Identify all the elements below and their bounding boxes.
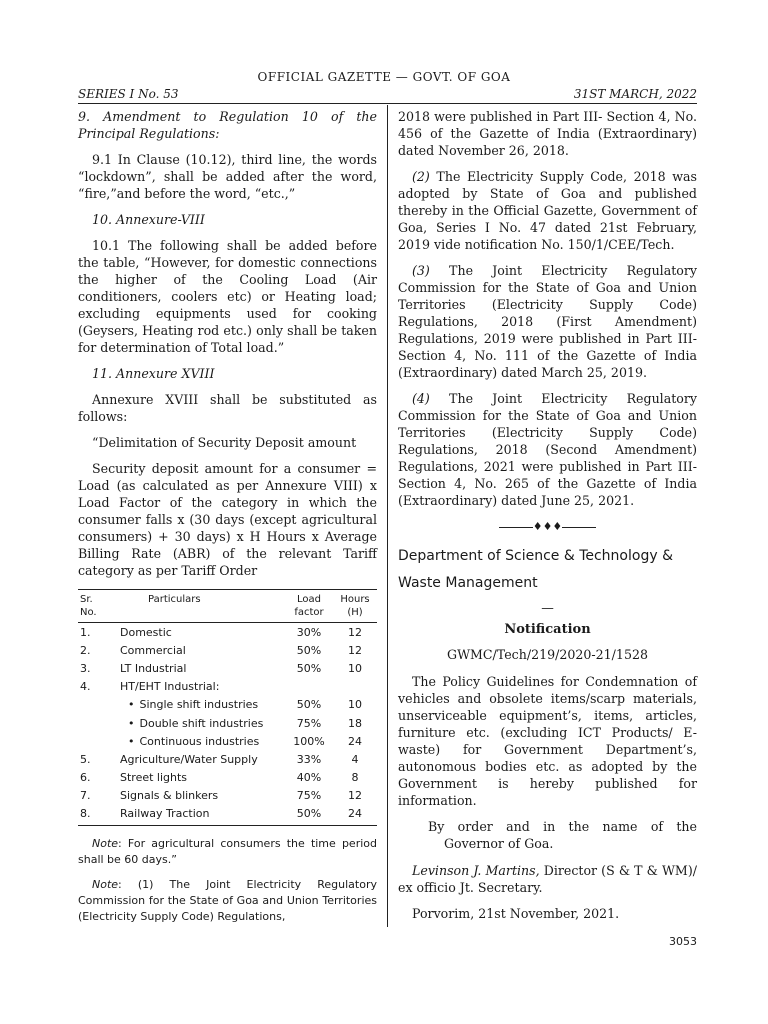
left-column [78, 108, 377, 925]
signatory: Levinson J. Martins, Director (S & T & WM)/ ex officio Jt. Secretary. [398, 863, 697, 895]
cell-hours: 24 [348, 807, 362, 821]
cell-particulars: Domestic [120, 625, 172, 639]
notification-reference: GWMC/Tech/219/2020-21/1528 [447, 647, 648, 662]
table-row [78, 678, 377, 696]
issue-date: 31ST MARCH, 2022 [573, 87, 697, 101]
table-row [78, 659, 377, 677]
series-number: SERIES I No. 53 [78, 87, 179, 101]
cell-sr [78, 696, 118, 714]
cell-load-factor: 75% [296, 789, 322, 803]
cell-load-factor: 30% [296, 625, 322, 639]
department-name-line-1: Department of Science & Technology & [398, 548, 673, 564]
table-row [78, 805, 377, 826]
cell-sr: 7. [80, 789, 91, 803]
paragraph-4: (4) The Joint Electricity Regulatory Commission for the State of Goa and Union Territories (Electricity Supply Code) Regulations, 2018 (Second Amendment) Regulations, 2021 were published in Part III- Section 4, No. 265 of the Gazette of India (Extraordinary) dated June 25, 2021. [398, 391, 697, 508]
table-row [78, 769, 377, 787]
table-row [78, 732, 377, 750]
table-header-row [78, 590, 377, 623]
cell-particulars: • Single shift industries [118, 696, 285, 714]
gazette-title: OFFICIAL GAZETTE — GOVT. OF GOA [257, 70, 511, 84]
header-rule [78, 103, 697, 104]
load-factor-table [78, 589, 377, 826]
cell-load-factor: 100% [293, 734, 325, 748]
notification-title: Notification [504, 622, 591, 637]
cell-particulars: • Double shift industries [118, 714, 285, 732]
cell-particulars: Commercial [120, 643, 186, 657]
dash-divider: — [541, 600, 554, 615]
section-11-intro: Annexure XVIII shall be substituted as follows: [78, 392, 377, 424]
bullet-icon [128, 717, 140, 730]
regulation-continuation: 2018 were published in Part III- Section 4, No. 456 of the Gazette of India (Extraordinary) dated November 26, 2018. [398, 109, 697, 158]
bullet-icon [128, 735, 140, 748]
notification-body: The Policy Guidelines for Condemnation of vehicles and obsolete items/scarp materials, unserviceable equipment’s, items, articles, furniture etc. (excluding ICT Products/ E-waste) for Government Department’s, autonomous bodies etc. as adopted by the Government is hereby published for information. [398, 674, 697, 808]
cell-hours [333, 678, 377, 696]
page-number: 3053 [669, 935, 697, 948]
section-10-heading: 10. Annexure-VIII [92, 212, 205, 227]
cell-particulars: Signals & blinkers [120, 789, 219, 803]
cell-particulars: HT/EHT Industrial: [120, 680, 220, 694]
table-row [78, 714, 377, 732]
section-9-heading: 9. Amendment to Regulation 10 of the Principal Regulations: [78, 109, 377, 141]
cell-sr: 1. [80, 625, 91, 639]
cell-sr: 4. [80, 680, 91, 694]
right-column [398, 108, 697, 931]
cell-load-factor [285, 678, 333, 696]
table-row [78, 623, 377, 642]
governor-line: Governor of Goa. [444, 836, 554, 851]
bullet-icon [128, 698, 140, 711]
cell-hours: 8 [351, 771, 359, 785]
cell-hours: 18 [348, 716, 362, 730]
cell-particulars: • Continuous industries [118, 732, 285, 750]
cell-hours: 4 [351, 752, 359, 766]
table-row [78, 787, 377, 805]
cell-load-factor: 33% [296, 752, 322, 766]
header-load-factor: Load factor [294, 594, 324, 618]
diamond-ornament-icon: ♦♦♦ [532, 520, 563, 533]
paragraph-2: (2) The Electricity Supply Code, 2018 was adopted by State of Goa and published thereby in the Official Gazette, Government of Goa, Series I No. 47 dated 21st February, 2019 vide notification No. 150/1/CEE/Tech. [398, 169, 697, 252]
cell-hours: 12 [348, 643, 362, 657]
cell-sr [78, 732, 118, 750]
section-9-body: 9.1 In Clause (10.12), third line, the words “lockdown”, shall be added after the word, “fire,”and before the word, “etc.,” [78, 152, 377, 201]
table-row [78, 750, 377, 768]
cell-load-factor: 50% [296, 643, 322, 657]
cell-particulars: Street lights [120, 771, 188, 785]
section-11-heading: 11. Annexure XVIII [92, 366, 215, 381]
section-10-body: 10.1 The following shall be added before the table, “However, for domestic connections the higher of the Cooling Load (Air conditioners, coolers etc) or Heating load; excluding equipments used for cooking (Geysers, Heating rod etc.) only shall be taken for determination of Total load.” [78, 238, 377, 355]
section-11-quote: “Delimitation of Security Deposit amount [92, 435, 357, 450]
cell-load-factor: 50% [296, 807, 322, 821]
header-sr-no: Sr. No. [80, 594, 97, 618]
cell-hours: 24 [348, 734, 362, 748]
paragraph-3: (3) The Joint Electricity Regulatory Commission for the State of Goa and Union Territories (Electricity Supply Code) Regulations, 2018 (First Amendment) Regulations, 2019 were published in Part III- Section 4, No. 111 of the Gazette of India (Extraordinary) dated March 25, 2019. [398, 263, 697, 380]
place-and-date: Porvorim, 21st November, 2021. [412, 906, 620, 921]
cell-particulars: Agriculture/Water Supply [120, 752, 258, 766]
cell-particulars: Railway Traction [120, 807, 210, 821]
cell-sr: 2. [80, 643, 91, 657]
cell-sr [78, 714, 118, 732]
table-row [78, 641, 377, 659]
header-hours: Hours (H) [340, 594, 370, 618]
department-name-line-2: Waste Management [398, 575, 538, 591]
cell-sr: 8. [80, 807, 91, 821]
cell-hours: 12 [348, 625, 362, 639]
note-regulations: Note: (1) The Joint Electricity Regulatory Commission for the State of Goa and Union Territories (Electricity Supply Code) Regulations, [78, 878, 377, 924]
cell-hours: 10 [348, 661, 362, 675]
cell-sr: 6. [80, 771, 91, 785]
cell-load-factor: 50% [296, 698, 322, 712]
cell-load-factor: 40% [296, 771, 322, 785]
column-divider [387, 105, 388, 927]
section-separator [398, 518, 697, 535]
note-agricultural: Note: For agricultural consumers the time period shall be 60 days.” [78, 837, 377, 867]
header-particulars: Particulars [148, 594, 201, 605]
by-order-line: By order and in the name of the [428, 819, 697, 834]
cell-hours: 12 [348, 789, 362, 803]
cell-load-factor: 50% [296, 661, 322, 675]
by-order-block [428, 818, 697, 852]
cell-sr: 3. [80, 661, 91, 675]
cell-particulars: LT Industrial [120, 661, 187, 675]
security-deposit-formula: Security deposit amount for a consumer = Load (as calculated as per Annexure VIII) x Load Factor of the category in which the consumer falls x (30 days (except agricultural consumers) + 30 days) x H Hours x Average Billing Rate (ABR) of the relevant Tariff category as per Tariff Order [78, 461, 377, 578]
cell-sr: 5. [80, 752, 91, 766]
cell-load-factor: 75% [296, 716, 322, 730]
table-row [78, 696, 377, 714]
cell-hours: 10 [348, 698, 362, 712]
